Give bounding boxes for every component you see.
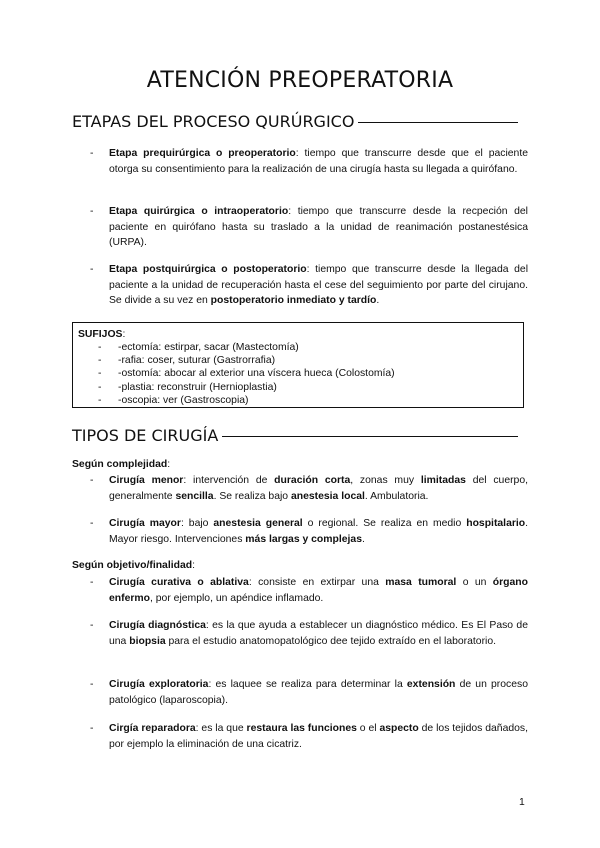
list-item	[78, 367, 518, 380]
list-item	[78, 341, 518, 354]
sufijo-text: -rafia: coser, suturar (Gastrorrafia)	[118, 355, 276, 367]
finalidad-list	[72, 618, 528, 649]
text: . Se realiza bajo	[213, 490, 291, 502]
bullet-dash: -	[98, 381, 102, 393]
list-item	[72, 262, 528, 309]
emphasis: limitadas	[420, 475, 466, 486]
term: Etapa quirúrgica o intraoperatorio	[109, 206, 289, 217]
sufijos-colon: :	[122, 329, 126, 340]
text: . Ambulatoria.	[364, 490, 429, 502]
term: Cirugía curativa o ablativa	[109, 577, 249, 588]
term: Etapa postquirúrgica o postoperatorio	[109, 264, 307, 275]
emphasis: órgano enfermo	[109, 577, 528, 604]
term: Cirugía mayor	[109, 518, 181, 529]
definition: : tiempo que transcurre desde la recpeción del paciente en quirófano hasta su traslado a la unidad de reanimación postanestésica (URPA).	[109, 206, 528, 248]
sufijos-list	[78, 341, 518, 407]
bullet-dash: -	[98, 368, 102, 380]
bullet-dash: -	[90, 577, 94, 588]
text: . Mayor riesgo. Intervenciones	[109, 518, 529, 545]
text: .	[361, 533, 365, 545]
emphasis: duración corta	[274, 475, 351, 486]
text: : es laquee se realiza para determinar la	[208, 679, 407, 690]
list-item	[72, 516, 528, 547]
subheading-label: Según complejidad	[72, 459, 168, 470]
complejidad-list	[72, 516, 528, 547]
bullet-dash: -	[90, 620, 94, 631]
emphasis: aspecto	[379, 723, 419, 734]
sufijo-text: -ostomía: abocar al exterior una víscera hueca (Colostomía)	[118, 368, 395, 380]
list-item	[72, 146, 528, 177]
section-heading-tipos	[72, 426, 518, 445]
page-title: ATENCIÓN PREOPERATORIA	[146, 68, 454, 93]
term: Cirugía diagnóstica	[109, 620, 206, 631]
bullet-dash: -	[98, 342, 102, 353]
section-heading-text: TIPOS DE CIRUGÍA	[72, 426, 219, 445]
emphasis: extensión	[406, 679, 456, 690]
bullet-dash: -	[90, 264, 94, 275]
emphasis: biopsia	[129, 635, 166, 647]
emphasis: anestesia general	[213, 518, 303, 529]
bullet-dash: -	[90, 518, 94, 529]
finalidad-list	[72, 721, 528, 752]
heading-rule	[222, 436, 518, 437]
term: Cirugía exploratoria	[109, 679, 209, 690]
etapas-list	[72, 262, 528, 309]
subheading-colon: :	[192, 560, 195, 571]
emphasis: restaura las funciones	[246, 723, 357, 734]
list-item	[78, 394, 518, 407]
term: Etapa prequirúrgica o preoperatorio	[109, 148, 296, 159]
sufijos-box	[72, 322, 524, 408]
term: Cirugía menor	[109, 475, 184, 486]
page-number: 1	[519, 797, 525, 808]
definition: : tiempo que transcurre desde la llegada del paciente a la unidad de recuperación hasta el cese del seguimiento por parte del cirujano. Se divide a su vez en	[109, 264, 529, 306]
sufijos-title	[78, 328, 518, 341]
bullet-dash: -	[98, 394, 102, 406]
bullet-dash: -	[90, 206, 94, 217]
text: : es la que	[195, 723, 247, 734]
bullet-dash: -	[90, 679, 94, 690]
emphasis: anestesia local	[290, 490, 365, 502]
definition: : tiempo que transcurre desde que el paciente otorga su consentimiento para la realización de una cirugía hasta su llegada a quirófano.	[109, 148, 529, 175]
complejidad-list	[72, 473, 528, 504]
list-item	[72, 677, 528, 708]
subheading-label: Según objetivo/finalidad	[72, 560, 193, 571]
definition: .	[376, 295, 380, 306]
text: o regional. Se realiza en medio	[302, 518, 467, 529]
sufijo-text: -plastia: reconstruir (Hernioplastia)	[118, 381, 277, 393]
heading-rule	[358, 122, 518, 123]
text: : consiste en extirpar una	[248, 577, 386, 588]
section-heading-etapas	[72, 112, 518, 131]
text: , por ejemplo, un apéndice inflamado.	[150, 592, 324, 604]
section-heading-text: ETAPAS DEL PROCESO QURÚRGICO	[72, 112, 355, 131]
text: o un	[456, 577, 493, 588]
list-item	[72, 473, 528, 504]
sufijo-text: -oscopia: ver (Gastroscopia)	[118, 394, 249, 406]
bullet-dash: -	[90, 475, 94, 486]
emphasis: masa tumoral	[385, 577, 457, 588]
subheading-finalidad	[72, 560, 195, 571]
list-item	[72, 204, 528, 251]
term: Cirgía reparadora	[109, 723, 196, 734]
finalidad-list	[72, 677, 528, 708]
sufijo-text: -ectomía: estirpar, sacar (Mastectomía)	[118, 342, 299, 353]
etapas-list	[72, 204, 528, 251]
text: , zonas muy	[350, 475, 421, 486]
list-item	[78, 354, 518, 367]
bullet-dash: -	[90, 148, 94, 159]
text: : intervención de	[183, 475, 275, 486]
text: : es la que ayuda a establecer un diagnóstico médico. Es El Paso de una	[109, 620, 528, 647]
emphasis: sencilla	[175, 490, 214, 502]
text: : bajo	[180, 518, 214, 529]
text: de un proceso patológico (laparoscopia).	[109, 679, 528, 706]
list-item	[72, 575, 528, 606]
text: o el	[356, 723, 380, 734]
subheading-complejidad	[72, 459, 170, 470]
text: de los tejidos dañados, por ejemplo la eliminación de una cicatriz.	[109, 723, 528, 750]
subheading-colon: :	[167, 459, 171, 470]
list-item	[72, 618, 528, 649]
sufijos-label: SUFIJOS	[78, 329, 123, 340]
list-item	[72, 721, 528, 752]
bullet-dash: -	[90, 723, 94, 734]
finalidad-list	[72, 575, 528, 606]
emphasis: hospitalario	[466, 518, 526, 529]
text: para el estudio anatomopatológico dee tejido extraído en el laboratorio.	[165, 635, 497, 647]
term: postoperatorio inmediato y tardío	[210, 295, 377, 306]
emphasis: más largas y complejas	[245, 533, 362, 545]
text: del cuerpo, generalmente	[109, 475, 529, 502]
list-item	[78, 381, 518, 394]
etapas-list	[72, 146, 528, 177]
bullet-dash: -	[98, 355, 102, 367]
